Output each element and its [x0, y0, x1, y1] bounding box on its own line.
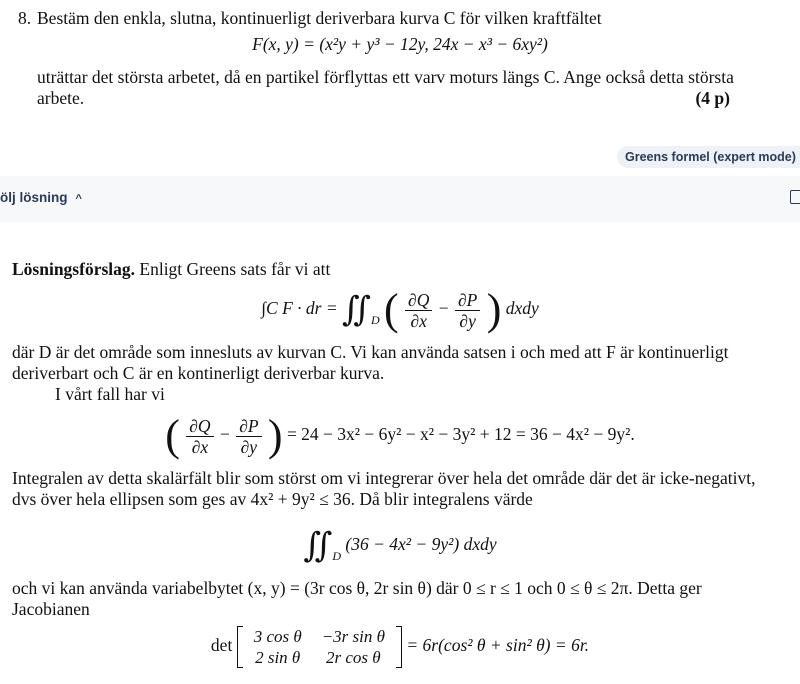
jacobian-rhs: = 6r(cos² θ + sin² θ) = 6r. — [406, 635, 590, 656]
problem-points: (4 p) — [695, 88, 730, 108]
problem-number: 8. — [18, 8, 32, 28]
greens-theorem-equation: ∫C F · dr = $∬_D$ ( $\frac{\partial Q}{\partial x}$ − $\frac{\partial P}{\partial y}$ ) dxdy — [261, 285, 539, 334]
solution-paragraph-3: Integralen av detta skalärfält blir som störst om vi integrerar över hela det område där det är icke-negativt, dvs över hela ellipsen som ges av 4x² + 9y² ≤ 36. Då blir integralens värde — [12, 468, 756, 509]
double-integral-icon: ∬ — [303, 527, 333, 565]
solution-paragraph-1: där D är det område som innesluts av kurvan C. Vi kan använda satsen i och med att F är kontinuerligt deriverbart och C är en kontinerligt deriverbar kurva. — [12, 342, 729, 383]
jacobian-matrix — [237, 626, 402, 668]
toggle-solution-label: ölj lösning — [0, 190, 68, 205]
paren-left: ( — [165, 411, 180, 460]
solution-paragraph-2: I vårt fall har vi — [55, 384, 165, 404]
solution-intro-text: Enligt Greens sats får vi att — [139, 259, 331, 279]
solution-toggle-bar — [0, 176, 800, 222]
solution-heading: Lösningsförslag. — [12, 259, 136, 279]
matrix-cell: 2 sin θ — [255, 648, 301, 667]
dq-dx-fraction: $\frac{\partial Q}{\partial x}$ — [405, 290, 432, 331]
greens-lhs: ∫C F · dr = — [261, 298, 338, 319]
det-label: det — [210, 635, 233, 656]
matrix-cell: 2r cos θ — [326, 648, 381, 667]
dp-dy-fraction: $\frac{\partial P}{\partial y}$ — [455, 290, 480, 331]
force-field-equation: F(x, y) = (x²y + y³ − 12y, 24x − x³ − 6xy²) — [252, 34, 548, 54]
topic-tag-label: Greens formel (expert mode) — [625, 150, 796, 164]
region-integral-equation — [0, 527, 800, 567]
integral-sub-D: D — [370, 313, 380, 328]
toggle-solution-button[interactable] — [0, 190, 82, 205]
solution-paragraph-4: och vi kan använda variabelbytet (x, y) = (3r cos θ, 2r sin θ) där 0 ≤ r ≤ 1 och 0 ≤ θ ≤ 2π. Detta ger Jacobianen — [12, 578, 702, 619]
dp-dy-fraction: $\frac{\partial P}{\partial y}$ — [236, 416, 261, 457]
chevron-up-icon: ^ — [75, 193, 82, 205]
solution-intro — [12, 259, 330, 280]
jacobian-equation — [0, 626, 800, 668]
integral-sub-D: D — [332, 549, 342, 563]
greens-rhs-tail: dxdy — [505, 298, 539, 319]
integral-body: (36 − 4x² − 9y²) dxdy — [345, 534, 497, 554]
paren-left: ( — [384, 285, 399, 334]
partials-rhs: = 24 − 3x² − 6y² − x² − 3y² + 12 = 36 − 4x² − 9y². — [286, 424, 635, 445]
problem-intro: Bestäm den enkla, slutna, kontinuerligt deriverbara kurva C för vilken kraftfältet — [37, 8, 602, 28]
problem-body: uträttar det största arbetet, då en partikel förflyttas ett varv moturs längs C. Ange också detta största arbete. — [37, 67, 734, 108]
topic-tag-chip[interactable] — [617, 146, 800, 168]
paren-right: ) — [486, 285, 502, 334]
matrix-cell: −3r sin θ — [321, 627, 385, 646]
dq-dx-fraction: $\frac{\partial Q}{\partial x}$ — [186, 416, 213, 457]
double-integral-icon: ∬ — [342, 291, 371, 329]
paren-right: ) — [267, 411, 283, 460]
bookmark-icon[interactable] — [790, 190, 800, 204]
matrix-cell: 3 cos θ — [253, 627, 302, 646]
partials-equation: ( $\frac{\partial Q}{\partial x}$ − $\frac{\partial P}{\partial y}$ ) = 24 − 3x² − 6y² − x² − 3y² + 12 = 36 − 4x² − 9y². — [165, 411, 635, 460]
